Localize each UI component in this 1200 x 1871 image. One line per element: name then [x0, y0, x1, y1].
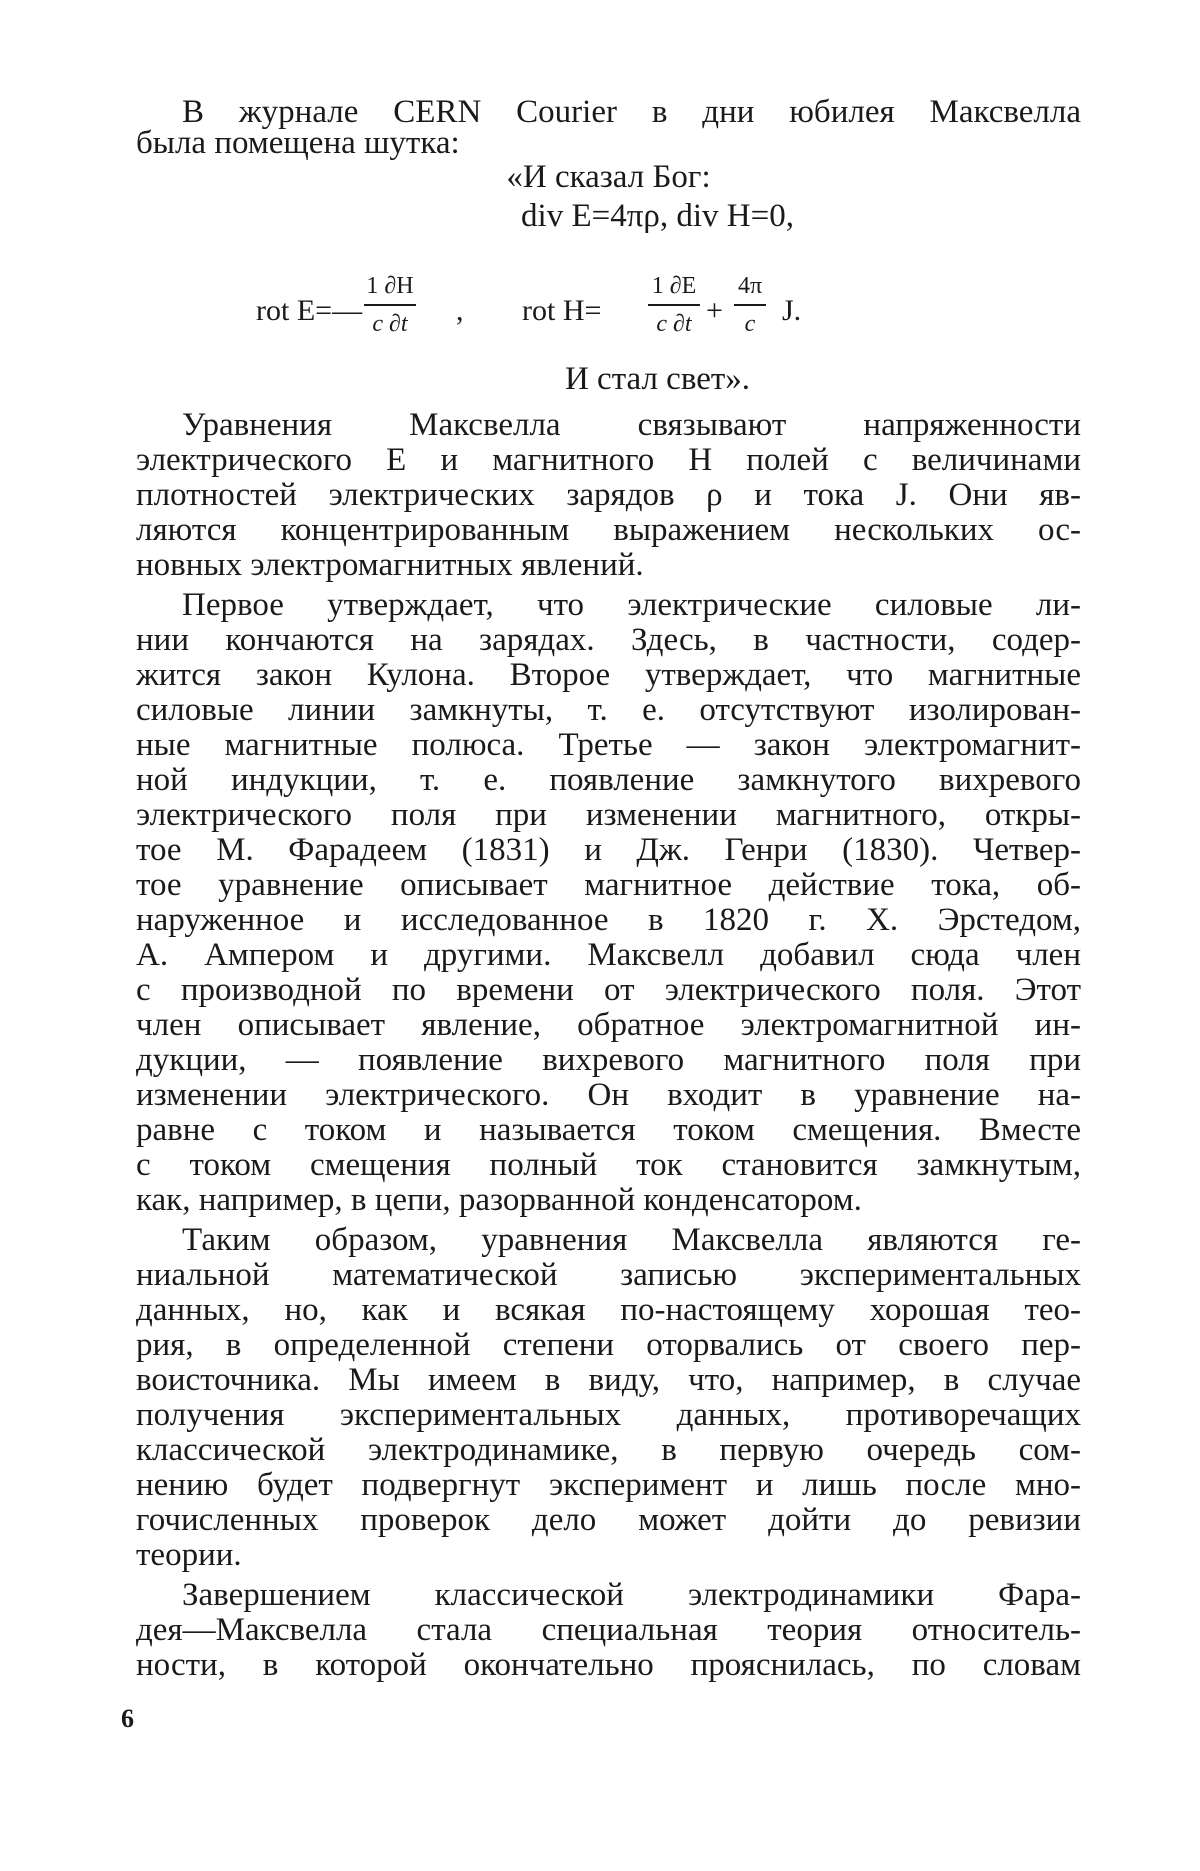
- paragraph-line: Первое утверждает, что электрические силовые ли-: [182, 587, 1081, 623]
- paragraph-line: Таким образом, уравнения Максвелла являются ге-: [182, 1222, 1081, 1258]
- formula-plus: +: [706, 294, 723, 327]
- quote-open: «И сказал Бог:: [506, 159, 711, 195]
- fraction-bar: [648, 304, 700, 306]
- paragraph-line: с производной по времени от электрического поля. Этот: [136, 972, 1081, 1008]
- rot-e-fraction: [364, 272, 416, 338]
- paragraph-line: нии кончаются на зарядах. Здесь, в частности, содер-: [136, 622, 1081, 658]
- paragraph-line: изменении электрического. Он входит в уравнение на-: [136, 1077, 1081, 1113]
- paragraph-line: силовые линии замкнуты, т. е. отсутствуют изолирован-: [136, 692, 1081, 728]
- paragraph-line: плотностей электрических зарядов ρ и тока J. Они яв-: [136, 477, 1081, 513]
- paragraph-line: член описывает явление, обратное электромагнитной ин-: [136, 1007, 1081, 1043]
- rot-formulas: [256, 272, 996, 348]
- paragraph-line: электрического поля при изменении магнитного, откры-: [136, 797, 1081, 833]
- paragraph-line: Уравнения Максвелла связывают напряженности: [182, 407, 1081, 443]
- paragraph-line: как, например, в цепи, разорванной конденсатором.: [136, 1182, 862, 1218]
- paragraph-line: равне с током и называется током смещения. Вместе: [136, 1112, 1081, 1148]
- paragraph-line: ниальной математической записью экспериментальных: [136, 1257, 1081, 1293]
- paragraph-line: воисточника. Мы имеем в виду, что, например, в случае: [136, 1362, 1081, 1398]
- paragraph-line: жится закон Кулона. Второе утверждает, что магнитные: [136, 657, 1081, 693]
- quote-close: И стал свет».: [564, 361, 751, 397]
- rot-h-denominator-1: c ∂t: [656, 311, 692, 337]
- paragraph-line: тое уравнение описывает магнитное действие тока, об-: [136, 867, 1081, 903]
- rot-h-numerator-2: 4π: [737, 273, 763, 299]
- fraction-bar: [734, 304, 766, 306]
- paragraph-line: получения экспериментальных данных, противоречащих: [136, 1397, 1081, 1433]
- paragraph-line: ной индукции, т. е. появление замкнутого вихревого: [136, 762, 1081, 798]
- formula-comma: ,: [456, 294, 464, 327]
- rot-e-denominator: c ∂t: [372, 311, 408, 337]
- paragraph-line: ные магнитные полюса. Третье — закон электромагнит-: [136, 727, 1081, 763]
- paragraph-line: классической электродинамике, в первую очередь сом-: [136, 1432, 1081, 1468]
- page-number: 6: [121, 1704, 134, 1733]
- paragraph-line: рия, в определенной степени оторвались от своего пер-: [136, 1327, 1081, 1363]
- quote-div-line: div E=4πρ, div H=0,: [521, 198, 794, 234]
- paragraph-line: новных электромагнитных явлений.: [136, 547, 644, 583]
- paragraph-line: нению будет подвергнут эксперимент и лишь после мно-: [136, 1467, 1081, 1503]
- paragraph-line: ности, в которой окончательно прояснилась, по словам: [136, 1647, 1081, 1683]
- paragraph-line: дея—Максвелла стала специальная теория относитель-: [136, 1612, 1081, 1648]
- rot-h-fraction-2: [734, 272, 766, 338]
- rot-e-lhs: rot E=—: [256, 294, 363, 327]
- rot-h-numerator-1: 1 ∂E: [651, 273, 697, 299]
- rot-h-lhs: rot H=: [522, 294, 602, 327]
- paragraph-line: данных, но, как и всякая по-настоящему хорошая тео-: [136, 1292, 1081, 1328]
- rot-h-denominator-2: c: [744, 311, 756, 337]
- paragraph-line: с током смещения полный ток становится замкнутым,: [136, 1147, 1081, 1183]
- paragraph-line: наруженное и исследованное в 1820 г. Х. Эрстедом,: [136, 902, 1081, 938]
- paragraph-line: теории.: [136, 1537, 242, 1573]
- paragraph-line: А. Ампером и другими. Максвелл добавил сюда член: [136, 937, 1081, 973]
- paragraph-line: ляются концентрированным выражением нескольких ос-: [136, 512, 1081, 548]
- paragraph-line: дукции, — появление вихревого магнитного поля при: [136, 1042, 1081, 1078]
- intro-line: была помещена шутка:: [136, 125, 460, 161]
- rot-e-numerator: 1 ∂H: [366, 273, 414, 299]
- paragraph-line: гочисленных проверок дело может дойти до ревизии: [136, 1502, 1081, 1538]
- rot-h-fraction-1: [648, 272, 700, 338]
- intro-line: В журнале CERN Courier в дни юбилея Максвелла: [182, 94, 1081, 130]
- paragraph-line: электрического E и магнитного H полей с величинами: [136, 442, 1081, 478]
- rot-h-tail: J.: [782, 294, 802, 327]
- paragraph-line: тое М. Фарадеем (1831) и Дж. Генри (1830). Четвер-: [136, 832, 1081, 868]
- paragraph-line: Завершением классической электродинамики Фара-: [182, 1577, 1081, 1613]
- fraction-bar: [364, 304, 416, 306]
